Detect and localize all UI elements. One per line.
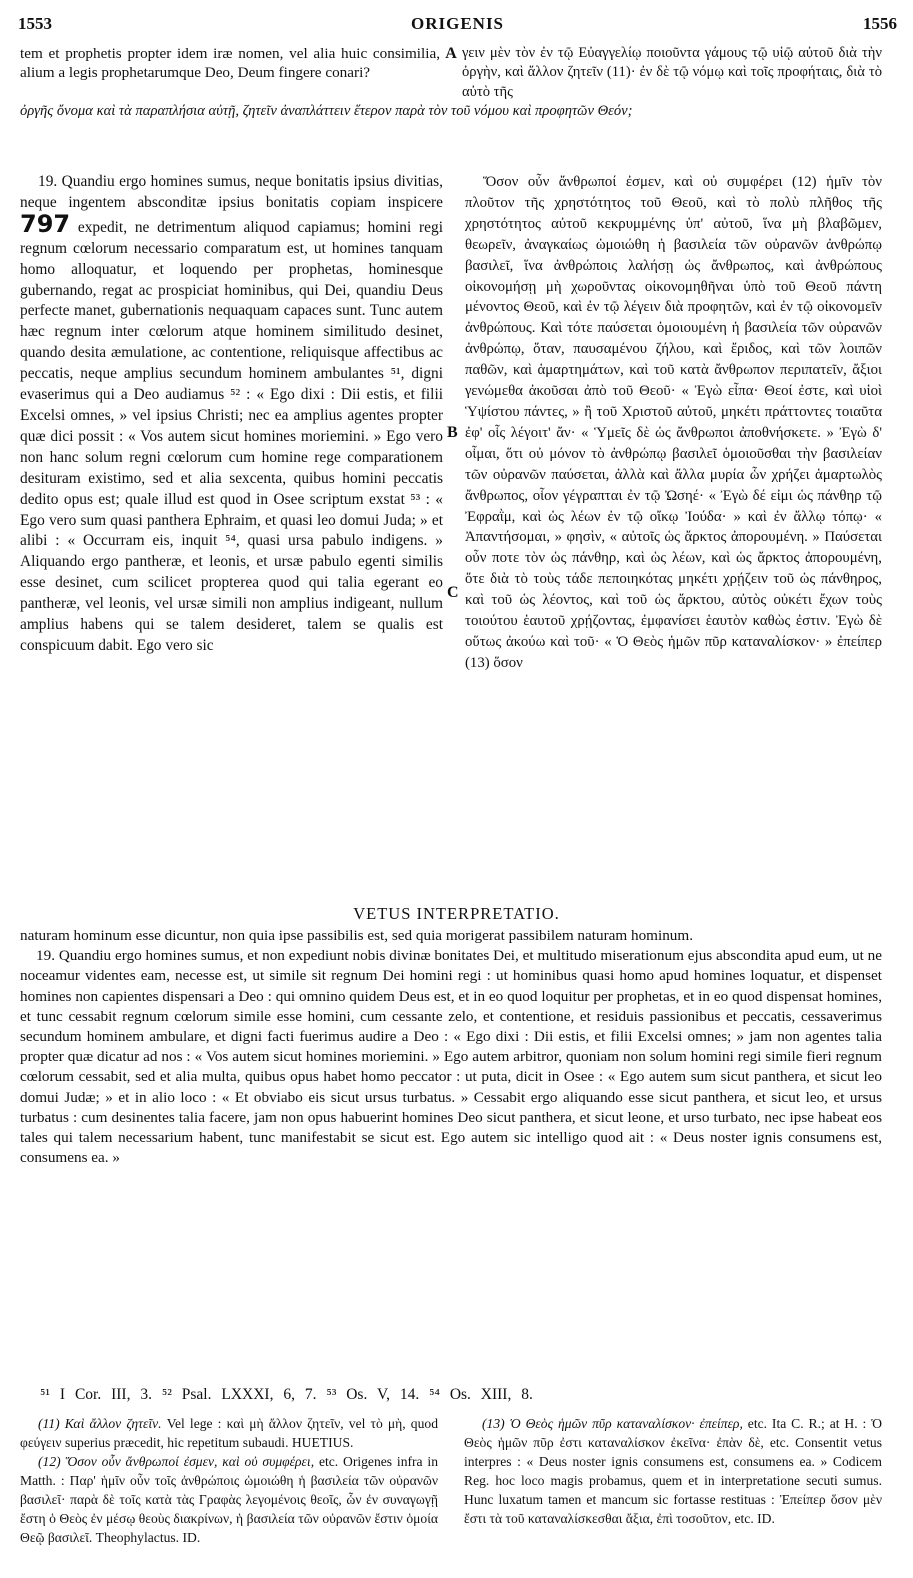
latin-text-b: expedit, ne detrimentum aliquod capiamus; homini regi regnum cœlorum necessario comparatum est, ut homines tanquam homo alloquatur, et loquendo per prophetas, hominesque gubernando, regat ac prospiciat hominibus, qui Dei, quandiu Deus perfecte manet, gubernationis nequaquam capaces sunt. Tunc autem hæc regnum inter cœlorum atque hominem similitudo desinet, quando desita æmulatione, ac contentione, reliquisque affectibus ac peccatis, neque amplius secundum hominem ambulantes ⁵¹, digni evaserimus qui a Deo audiamus ⁵² : « Ego dixi : Dii estis, et filii Excelsi omnes, » vel ipsius Christi; nec ea amplius agentes propter quæ dici possit : « Vos autem sicut homines moriemini. » Ego vero non hanc solum regni cœlorum cum homine rege comparationem desituram existimo, sed et alia sexcenta, quibus homini peccatis dedito opus est; quale illud est quod in Osee scriptum exstat ⁵³ : « Ego vero sum quasi panthera Ephraim, et quasi leo domui Juda; » et alibi : « Occurram eis, inquit ⁵⁴, quasi ursa pabulo indigens. » Aliquando ergo pantheræ, et leonis, et ursæ pabulo egenti similis esse desinet, cum scilicet propterea quod qui talia egerant eo pantheræ, vel leonis, vel ursæ simili non amplius indigeant, nullum amplius habens qui se talem desideret, talem se qualis est conspicuum dabit. Ego vero sic	[20, 218, 443, 654]
scripture-references: ⁵¹ I Cor. III, 3. ⁵² Psal. LXXXI, 6, 7. ⁵³ Os. V, 14. ⁵⁴ Os. XIII, 8.	[40, 1386, 533, 1403]
parallel-columns	[20, 172, 882, 900]
footnotes	[20, 1414, 882, 1547]
latin-text-a: 19. Quandiu ergo homines sumus, neque bonitatis ipsius divitias, neque ingentem absconditæ ipsius bonitatis copiam inspicere	[20, 173, 443, 211]
margin-letter-b: B	[447, 424, 458, 441]
page-number-left: 1553	[18, 14, 52, 33]
running-title: ORIGENIS	[410, 14, 505, 33]
greek-column	[465, 172, 882, 900]
margin-letter-c: C	[447, 584, 459, 601]
note-11-body: Vel lege : καὶ μὴ ἄλλον ζητεῖν, vel τὸ μὴ, quod φεύγειν superius præcedit, hic repetitum subaudi. HUETIUS.	[20, 1416, 438, 1450]
note-12-body: etc. Origenes infra in Matth. : Παρ' ἡμῖν οὖν τοῖς ἀνθρώποις ὡμοιώθη ἡ βασιλεία τῶν οὐρανῶν βασιλεῖ· παρὰ δὲ τοῖς κατὰ τὰς Γραφὰς λεγομένοις θεοῖς, ὧν ἐν συναγωγῇ ἔστη ὁ Θεὸς ἐν μέσῳ θεοὺς διακρίνων, ἡ βασιλεία τῶν οὐρανῶν ἔστιν ὁμοία Θεῷ βασιλεῖ. Theophylactus. ID.	[20, 1454, 438, 1545]
vetus-first-line: naturam hominum esse dicuntur, non quia ipse passibilis est, sed quia morigerat passibilem naturam hominum.	[20, 927, 694, 944]
note-12-lemma: (12) Ὅσον οὖν ἄνθρωποί ἐσμεν, καὶ οὐ συμφέρει,	[38, 1454, 315, 1469]
greek-top-text: γειν μὲν τὸν ἐν τῷ Εὐαγγελίῳ ποιοῦντα γάμους τῷ υἱῷ αὐτοῦ διὰ τὴν ὀργὴν, καὶ ἄλλον ζητεῖν (11)· ἐν δὲ τῷ νόμῳ καὶ τοῖς προφήταις, διὰ τὸ αὐτὸ τῆς	[462, 45, 882, 100]
vetus-interpretatio-heading: VETUS INTERPRETATIO.	[353, 904, 560, 923]
greek-top-full-line: ὀργῆς ὄνομα καὶ τὰ παραπλήσια αὐτῇ, ζητεῖν ἀναπλάττειν ἕτερον παρὰ τὸν τοῦ νόμου καὶ προφητῶν Θεόν;	[20, 103, 633, 120]
page-number-right: 1556	[863, 14, 897, 33]
column-number: 797	[20, 209, 71, 238]
note-11-lemma: (11) Καὶ ἄλλον ζητεῖν.	[38, 1416, 162, 1431]
top-continuation	[20, 44, 882, 122]
vetus-paragraph: 19. Quandiu ergo homines sumus, et non expediunt nobis divinæ bonitates Dei, et multitudo miserationum ejus abscondita apud eum, ut ne noceamur videntes eam, necesse est, ut simile sit regnum Dei homini regi : ut hominibus quasi homo apud homines loquatur, et dispenset homines non capientes dispensari a Deo : qui omnino quidem Deus est, et in eo quod loquitur per prophetas, et in eo quod dispensat homines, et tunc cessabit regnum cœlorum simile esse homini, cum cessante zelo, et contentione, et residuis passionibus et peccatis, cessaverimus secundum hominem ambulare, et digni facti fuerimus audire a Deo : « Ego dixi : Dii estis, et filii Excelsi omnes; » jam non agentes talia propter quæ dicatur ad nos : « Vos autem sicut homines moriemini. » Ego autem arbitror, quoniam non solum homini regi simile fieri regnum cœlorum cessabit, sed et alia multa, quibus opus habet homo peccator : ut puta, dicit in Osee : « Ego autem sum sicut panthera, et sicut leo domui Judæ; » et in alio loco : « Et obviabo eis sicut ursus turbatus. » Cessabit ergo aliquando esse sicut panthera, et sicut leo, et ursus turbatus : cum desinentes talia facere, jam non opus habuerint homines Deo sicut panthera, et sicut leone, et urso turbato, nec ipse habeat eos tales qui talem necessarium habent, tunc manifestabit se sicut est. Ego autem sic intelligo quod ait : « Deus noster ignis consumens est, consumens ea. »	[20, 947, 882, 1167]
note-11	[20, 1414, 438, 1452]
note-13	[464, 1414, 882, 1528]
greek-paragraph: Ὅσον οὖν ἄνθρωποί ἐσμεν, καὶ οὐ συμφέρει (12) ἡμῖν τὸν πλοῦτον τῆς χρηστότητος τοῦ Θεοῦ, καὶ τὸ πολὺ πλῆθος τῆς χρηστότητος αὐτοῦ κεκρυμμένης ὑπ' αὐτοῦ, ἵνα μὴ βλαβῶμεν, θεωρεῖν, ἀναγκαίως ὡμοιώθη ἡ βασιλεία τῶν οὐρανῶν ἀνθρώπῳ βασιλεῖ, ἵνα ἀνθρώποις λαλήσῃ ὡς ἄνθρωπος, καὶ ἀνθρώπους οἰκονομήσῃ μὴ χωροῦντας οἰκονομηθῆναι ὑπὸ τοῦ Θεοῦ πάντη μένοντος Θεοῦ, καὶ ἐν τῷ λέγειν διὰ προφητῶν, καὶ ἐν τῷ οἰκονομεῖν ἀνθρώπους. Καὶ τότε παύσεται ὁμοιουμένη ἡ βασιλεία τῶν οὐρανῶν ἀνθρώπῳ, ὅταν, παυσαμένου ζήλου, καὶ ἔριδος, καὶ τῶν λοιπῶν παθῶν, καὶ ἁμαρτημάτων, καὶ τοῦ κατὰ ἄνθρωπον περιπατεῖν, ἄξιοι γενώμεθα ἀκοῦσαι ἀπὸ τοῦ Θεοῦ· « Ἐγὼ εἶπα· Θεοί ἐστε, καὶ υἱοὶ Ὑψίστου πάντες, » ἢ τοῦ Χριστοῦ αὐτοῦ, μηκέτι πράττοντες τοιαῦτα ἐφ' οἷς λέγοιτ' ἄν· « Ὑμεῖς δὲ ὡς ἄνθρωποι ἀποθνήσκετε. » Ἐγὼ δ' οἶμαι, ὅτι οὐ μόνον τὸ ἀνθρώπῳ βασιλεῖ ὁμοιοῦσθαι τὴν βασιλείαν τῶν οὐρανῶν παύσεται, ἀλλὰ καὶ ἄλλα μυρία ὧν χρήζει ἁμαρτωλὸς ἄνθρωπος, οἷον γέγραπται ἐν τῷ Ὠσηέ· « Ἐγὼ δέ εἰμι ὡς πάνθηρ τῷ Ἐφραῒμ, καὶ ὡς λέων ἐν τῷ οἴκῳ Ἰούδα· » καὶ ἐν ἄλλῳ τόπῳ· « Ἀπαντήσομαι, » φησὶν, « αὐτοῖς ὡς ἄρκτος ἀπορουμένη. » Παύσεται οὖν ποτε τὸν ὡς πάνθηρ, καὶ ὡς λέων, καὶ ὡς ἄρκτος ἀπορουμένη, ὅτε διὰ τὸ τοὺς τάδε πεποιηκότας μηκέτι χρῄζειν τοῦ ὡς πάνθηρος, καὶ τοῦ ὡς λέοντος, καὶ τοῦ ὡς ἄρκτου, αὐτὸς οὐκέτι ἔχων τοὺς τοιούτου ἑαυτοῦ χρῄζοντας, ἐμφανίσει ἑαυτὸν καθὼς ἐστιν. Ἐγὼ δὲ οὕτως ἀκούω καὶ τοῦ· « Ὁ Θεὸς ἡμῶν πῦρ καταναλίσκον· » ἐπείπερ (13) ὅσον	[465, 174, 882, 671]
footnotes-left	[20, 1414, 438, 1547]
latin-paragraph	[20, 172, 443, 657]
latin-column	[20, 172, 443, 900]
page-header	[18, 14, 897, 38]
note-13-body: etc. Ita C. R.; at H. : Ὁ Θεὸς ἡμῶν πῦρ ἐστι καταναλίσκον ἐκεῖνα· ἐπὰν δὲ, etc. Consentit vetus interpres : « Deus noster ignis consumens est, consumens ea. » Codicem Reg. hoc loco magis probamus, quem et in interpretatione secuti sumus. Hunc luxatum tamen et mancum sic fortasse restituas : Ἐπείπερ ὅσον μὲν ἔστι τὰ τοῦ καταναλίσκεσθαι ἄξια, ἐπὶ τοσοῦτον, etc. ID.	[464, 1416, 882, 1526]
margin-letter-a: A	[445, 45, 457, 62]
footnotes-right	[464, 1414, 882, 1547]
note-13-lemma: (13) Ὁ Θεὸς ἡμῶν πῦρ καταναλίσκον· ἐπείπερ,	[482, 1416, 743, 1431]
vetus-interpretatio-text	[20, 926, 882, 1168]
latin-top-text: tem et prophetis propter idem iræ nomen, vel alia huic consimilia, alium a legis prophetarumque Deo, Deum fingere conari?	[20, 45, 440, 82]
note-12	[20, 1452, 438, 1547]
margin-gutter	[443, 172, 465, 900]
